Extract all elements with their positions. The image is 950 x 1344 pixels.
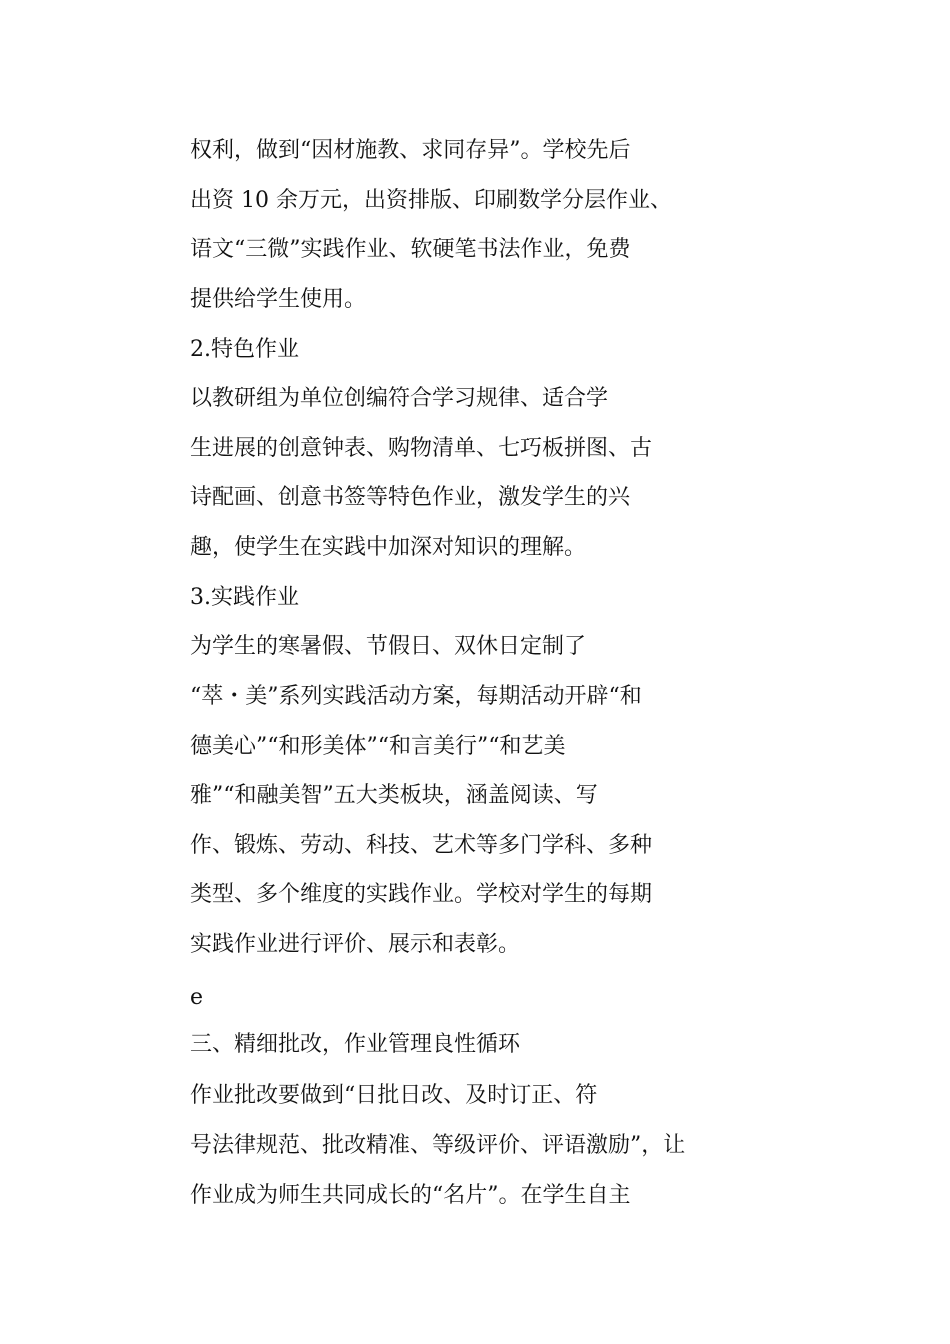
- text-line: 号法律规范、批改精准、等级评价、评语激励”，让: [190, 1133, 686, 1158]
- section-heading: 2.特色作业: [190, 337, 299, 362]
- text-line: 提供给学生使用。: [190, 287, 367, 312]
- text-line: 诗配画、创意书签等特色作业，激发学生的兴: [190, 485, 631, 510]
- section-heading: 3.实践作业: [190, 585, 299, 610]
- text-line: 实践作业进行评价、展示和表彰。: [190, 932, 521, 957]
- text-line: 作业成为师生共同成长的“名片”。在学生自主: [190, 1183, 631, 1208]
- text-line: 作业批改要做到“日批日改、及时订正、符: [190, 1083, 598, 1108]
- text-line: 出资 10 余万元，出资排版、印刷数学分层作业、: [190, 188, 672, 213]
- text-line: 德美心”“和形美体”“和言美行”“和艺美: [190, 734, 566, 759]
- text-line: 作、锻炼、劳动、科技、艺术等多门学科、多种: [190, 833, 653, 858]
- text-line: 趣，使学生在实践中加深对知识的理解。: [190, 535, 587, 560]
- text-line: 权利，做到“因材施教、求同存异”。学校先后: [190, 138, 631, 163]
- text-line: 以教研组为单位创编符合学习规律、适合学: [190, 386, 609, 411]
- text-line: 类型、多个维度的实践作业。学校对学生的每期: [190, 882, 653, 907]
- text-line: 雅”“和融美智”五大类板块，涵盖阅读、写: [190, 783, 598, 808]
- section-heading: 三、精细批改，作业管理良性循环: [190, 1032, 521, 1057]
- text-line: 语文“三微”实践作业、软硬笔书法作业，免费: [190, 237, 631, 262]
- stray-mark: e: [190, 985, 204, 1010]
- text-line: “萃・美”系列实践活动方案，每期活动开辟“和: [190, 684, 642, 709]
- text-line: 为学生的寒暑假、节假日、双休日定制了: [190, 634, 587, 659]
- text-line: 生进展的创意钟表、购物清单、七巧板拼图、古: [190, 436, 653, 461]
